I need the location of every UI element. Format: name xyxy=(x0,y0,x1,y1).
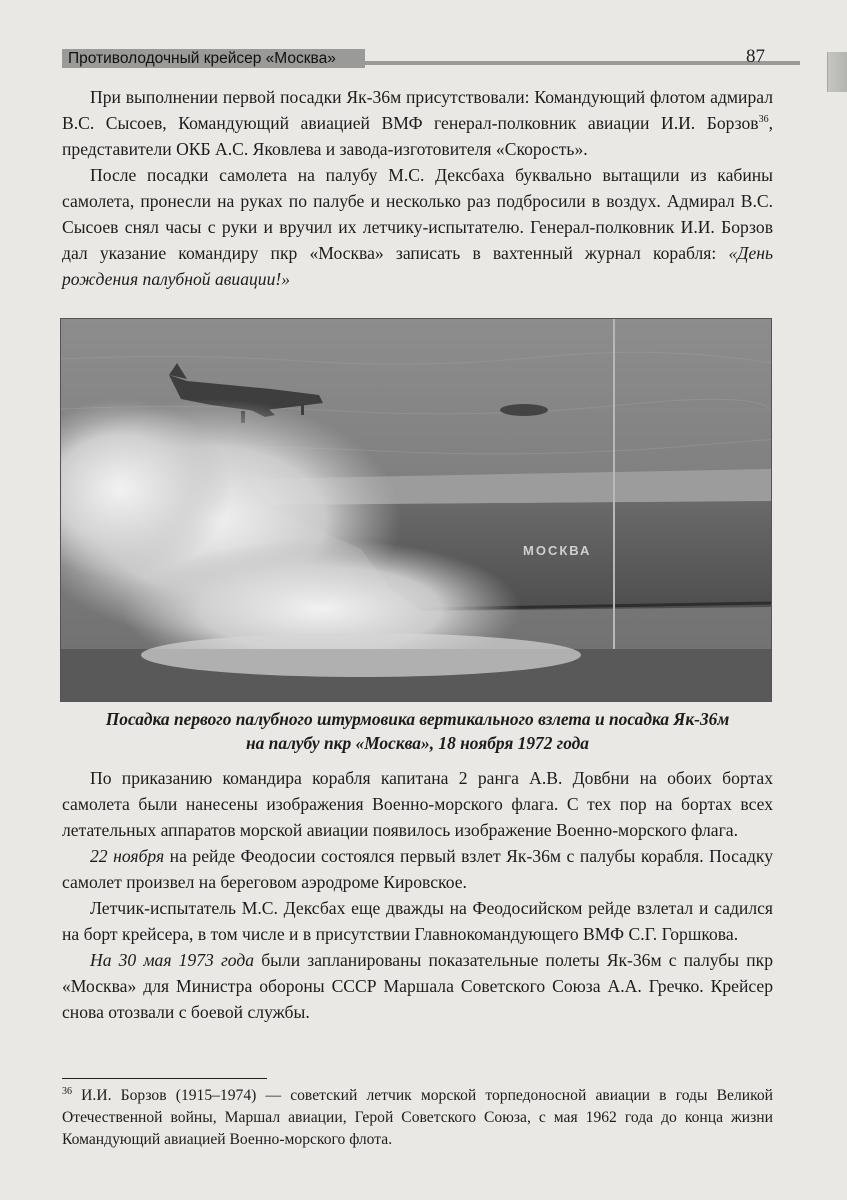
footnote-number: 36 xyxy=(62,1086,72,1097)
running-header-title: Противолодочный крейсер «Москва» xyxy=(62,49,365,68)
paragraph xyxy=(62,843,773,895)
header-rule xyxy=(362,61,800,65)
italic-text: «День рождения палубной авиации!» xyxy=(62,243,773,289)
body-text-top xyxy=(62,84,773,292)
text-run: Летчик-испытатель М.С. Дексбах еще дважды на Феодосийском рейде взлетал и садился на борт крейсера, в том числе и в присутствии Главнокомандующего ВМФ С.Г. Горшкова. xyxy=(62,898,773,944)
text-run: были запланированы показательные полеты Як-36м с палубы пкр «Москва» для Министра обороны СССР Маршала Советского Союза А.А. Гречко. Крейсер снова отозвали с боевой службы. xyxy=(62,950,773,1022)
body-text-bottom xyxy=(62,765,773,1025)
paragraph xyxy=(62,162,773,292)
footnote-text: И.И. Борзов (1915–1974) — советский летчик морской торпедоносной авиации в годы Великой Отечественной войны, Маршал авиации, Герой Советского Союза, с мая 1962 года до конца жизни Командующий авиацией Военно-морского флота. xyxy=(62,1087,773,1149)
text-run: По приказанию командира корабля капитана 2 ранга А.В. Довбни на обоих бортах самолета были нанесены изображения Военно-морского флага. С тех пор на бортах всех летательных аппаратов морской авиации появилось изображение Военно-морского флага. xyxy=(62,768,773,840)
paragraph xyxy=(62,765,773,843)
photo-illustration xyxy=(61,319,771,701)
running-header xyxy=(62,46,837,70)
hull-lettering: МОСКВА xyxy=(523,543,592,558)
italic-text: На 30 мая 1973 года xyxy=(90,950,255,970)
caption-line: на палубу пкр «Москва», 18 ноября 1972 года xyxy=(245,733,589,753)
footnote xyxy=(62,1081,773,1151)
paragraph xyxy=(62,84,773,162)
caption-line: Посадка первого палубного штурмовика вертикального взлета и посадка Як-36м xyxy=(105,709,730,729)
text-run: , представители ОКБ А.С. Яковлева и завода-изготовителя «Скорость». xyxy=(62,113,773,159)
footnote-ref: 36 xyxy=(758,114,769,126)
paragraph xyxy=(62,895,773,947)
footnote-rule xyxy=(62,1078,267,1079)
page-tab-marker xyxy=(827,52,847,92)
photo-caption xyxy=(62,707,773,755)
italic-text: 22 ноября xyxy=(90,846,165,866)
text-run: При выполнении первой посадки Як-36м присутствовали: Командующий флотом адмирал В.С. Сысоев, Командующий авиацией ВМФ генерал-полковник авиации И.И. Борзов xyxy=(62,87,773,133)
text-run: После посадки самолета на палубу М.С. Дексбаха буквально вытащили из кабины самолета, пронесли на руках по палубе и несколько раз подбросили в воздух. Адмирал В.С. Сысоев снял часы с руки и вручил их летчику-испытателю. Генерал-полковник И.И. Борзов дал указание командиру пкр «Москва» записать в вахтенный журнал корабля: xyxy=(62,165,773,263)
photo-yak36m-landing xyxy=(60,318,772,702)
text-run: на рейде Феодосии состоялся первый взлет Як-36м с палубы корабля. Посадку самолет произвел на береговом аэродроме Кировское. xyxy=(62,846,773,892)
paragraph xyxy=(62,947,773,1025)
page-number: 87 xyxy=(746,46,765,67)
